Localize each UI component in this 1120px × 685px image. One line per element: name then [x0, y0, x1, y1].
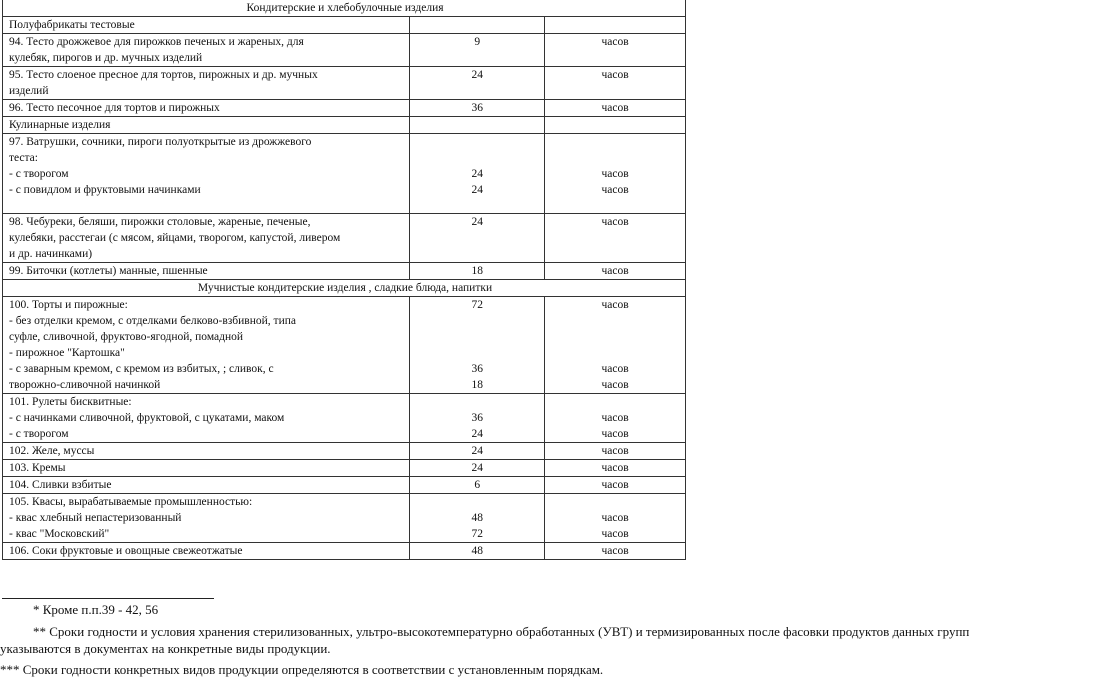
product-name-cell: 105. Квасы, вырабатываемые промышленностью: - квас хлебный непастеризованный - квас "Московский": [3, 494, 410, 543]
product-name-cell: 100. Торты и пирожные: - без отделки кремом, с отделками белково-взбивной, типа суфле, сливочной, фруктово-ягодной, помадной - пирожное "Картошка" - с заварным кремом, с кремом из взбитых, ; сливок, с творожно-сливочной начинкой: [3, 297, 410, 394]
table-row: [3, 280, 686, 297]
unit-cell: часов часов: [545, 134, 686, 214]
product-name-cell: 94. Тесто дрожжевое для пирожков печеных и жареных, для кулебяк, пирогов и др. мучных изделий: [3, 34, 410, 67]
unit-cell: часов: [545, 263, 686, 280]
table-body: [3, 0, 686, 560]
subsection-heading: Кулинарные изделия: [3, 117, 410, 134]
empty-cell: [410, 117, 545, 134]
product-name-cell: 98. Чебуреки, беляши, пирожки столовые, жареные, печеные, кулебяки, расстегаи (с мясом, яйцами, творогом, капустой, ливером и др. начинками): [3, 214, 410, 263]
section-heading: Кондитерские и хлебобулочные изделия: [3, 0, 686, 17]
shelf-life-value-cell: 36: [410, 100, 545, 117]
product-name-cell: 95. Тесто слоеное пресное для тортов, пирожных и др. мучных изделий: [3, 67, 410, 100]
shelf-life-value-cell: 24: [410, 214, 545, 263]
shelf-life-table: [2, 0, 686, 560]
product-name-cell: 106. Соки фруктовые и овощные свежеотжатые: [3, 543, 410, 560]
unit-cell: часов: [545, 34, 686, 67]
table-row: [3, 134, 686, 214]
product-name-cell: 103. Кремы: [3, 460, 410, 477]
shelf-life-value-cell: 36 24: [410, 394, 545, 443]
table-row: [3, 494, 686, 543]
table-row: [3, 0, 686, 17]
product-name-cell: 99. Биточки (котлеты) манные, пшенные: [3, 263, 410, 280]
product-name-cell: 102. Желе, муссы: [3, 443, 410, 460]
subsection-heading: Полуфабрикаты тестовые: [3, 17, 410, 34]
product-name-cell: 97. Ватрушки, сочники, пироги полуоткрытые из дрожжевого теста: - с творогом - с повидлом и фруктовыми начинками: [3, 134, 410, 214]
footnote-divider: [2, 598, 214, 599]
footnote-1: * Кроме п.п.39 - 42, 56: [33, 602, 159, 617]
product-name-cell: 96. Тесто песочное для тортов и пирожных: [3, 100, 410, 117]
table-row: [3, 297, 686, 394]
unit-cell: часов: [545, 214, 686, 263]
footnote-2-line-2: указываются в документах на конкретные виды продукции.: [0, 641, 331, 656]
table-row: [3, 460, 686, 477]
section-heading: Мучнистые кондитерские изделия , сладкие блюда, напитки: [3, 280, 686, 297]
footnote-3: *** Сроки годности конкретных видов продукции определяются в соответствии с установленным порядкам.: [0, 662, 604, 677]
product-name-cell: 101. Рулеты бисквитные: - с начинками сливочной, фруктовой, с цукатами, маком - с творогом: [3, 394, 410, 443]
unit-cell: часов часов: [545, 394, 686, 443]
shelf-life-value-cell: 18: [410, 263, 545, 280]
empty-cell: [410, 17, 545, 34]
unit-cell: часов часов часов: [545, 297, 686, 394]
shelf-life-value-cell: 24: [410, 443, 545, 460]
table-row: [3, 477, 686, 494]
table-row: [3, 67, 686, 100]
shelf-life-value-cell: 9: [410, 34, 545, 67]
shelf-life-value-cell: 48: [410, 543, 545, 560]
shelf-life-value-cell: 48 72: [410, 494, 545, 543]
unit-cell: часов: [545, 477, 686, 494]
table-row: [3, 263, 686, 280]
shelf-life-value-cell: 6: [410, 477, 545, 494]
unit-cell: часов: [545, 543, 686, 560]
unit-cell: часов: [545, 67, 686, 100]
table-row: [3, 543, 686, 560]
unit-cell: часов: [545, 100, 686, 117]
table-row: [3, 214, 686, 263]
table-row: [3, 100, 686, 117]
product-name-cell: 104. Сливки взбитые: [3, 477, 410, 494]
unit-cell: часов часов: [545, 494, 686, 543]
table-row: [3, 34, 686, 67]
shelf-life-value-cell: 24: [410, 460, 545, 477]
unit-cell: часов: [545, 443, 686, 460]
table-row: [3, 17, 686, 34]
table-row: [3, 394, 686, 443]
footnote-2-line-1: ** Сроки годности и условия хранения стерилизованных, ультро-высокотемпературно обработанных (УВТ) и термизированных после фасовки продуктов данных групп: [33, 624, 970, 639]
empty-cell: [545, 17, 686, 34]
unit-cell: часов: [545, 460, 686, 477]
empty-cell: [545, 117, 686, 134]
table-row: [3, 117, 686, 134]
shelf-life-value-cell: 72 36 18: [410, 297, 545, 394]
table-row: [3, 443, 686, 460]
shelf-life-value-cell: 24 24: [410, 134, 545, 214]
shelf-life-value-cell: 24: [410, 67, 545, 100]
